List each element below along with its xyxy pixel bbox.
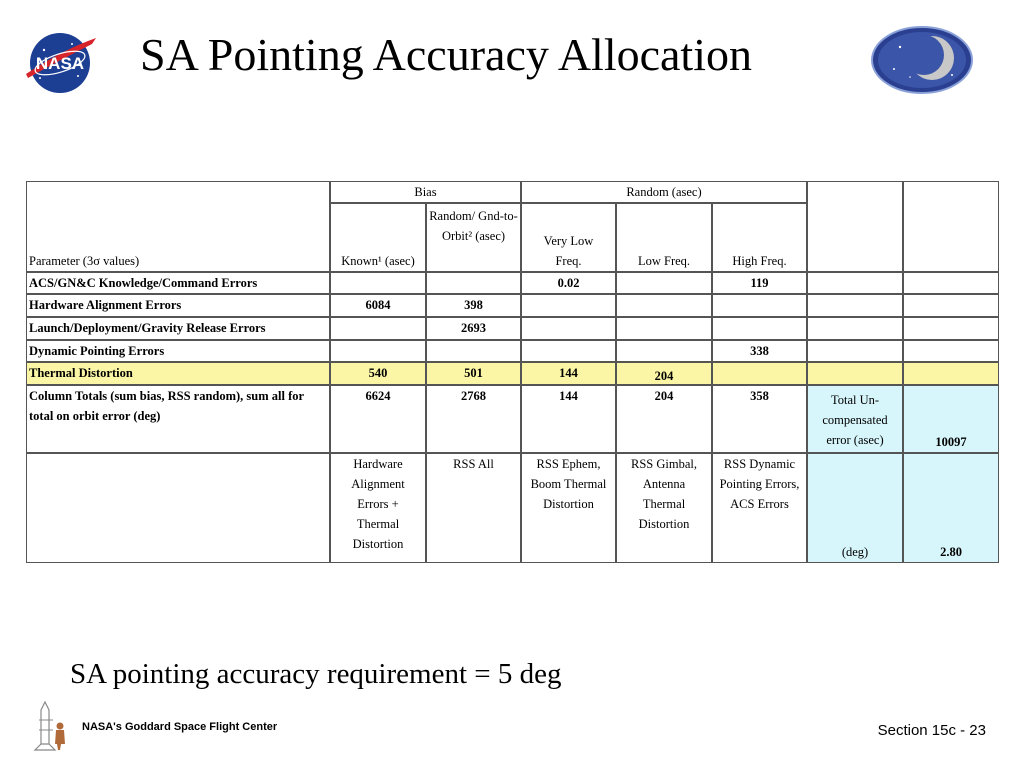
notes-lf: RSS Gimbal, Antenna Thermal Distortion (616, 453, 712, 563)
vlf-header-cell (521, 203, 616, 272)
row-label: Launch/Deployment/Gravity Release Errors (26, 317, 330, 340)
deg-value-cell (903, 453, 999, 563)
row-extra (807, 340, 903, 362)
row-rgo (426, 340, 521, 362)
parameter-header: Parameter (3σ values) (29, 254, 140, 268)
section-page-number: Section 15c - 23 (877, 722, 986, 739)
row-hf (712, 294, 807, 317)
notes-known: Hardware Alignment Errors + Thermal Distortion (330, 453, 426, 563)
row-known: 6084 (330, 294, 426, 317)
known-header-cell (330, 203, 426, 272)
row-label: ACS/GN&C Knowledge/Command Errors (26, 272, 330, 294)
row-hf (712, 317, 807, 340)
nasa-logo (22, 30, 100, 96)
row-extra (903, 294, 999, 317)
footer-center-name: NASA's Goddard Space Flight Center (82, 721, 278, 733)
row-extra (903, 272, 999, 294)
totals-hf: 358 (712, 385, 807, 453)
row-vlf (521, 340, 616, 362)
slide-title: SA Pointing Accuracy Allocation (140, 29, 752, 80)
totals-vlf: 144 (521, 385, 616, 453)
row-label: Dynamic Pointing Errors (26, 340, 330, 362)
bias-header: Bias (330, 181, 521, 203)
row-extra (807, 272, 903, 294)
row-known (330, 340, 426, 362)
row-rgo: 501 (426, 362, 521, 385)
known-header: Known¹ (asec) (341, 254, 415, 268)
row-lf (616, 294, 712, 317)
row-known (330, 272, 426, 294)
row-vlf: 144 (521, 362, 616, 385)
notes-vlf: RSS Ephem, Boom Thermal Distortion (521, 453, 616, 563)
random-header: Random (asec) (521, 181, 807, 203)
vlf-header: Very Low Freq. (543, 234, 594, 268)
row-lf (616, 340, 712, 362)
mission-emblem-logo (870, 25, 975, 95)
row-lf: 204 (616, 362, 712, 385)
row-vlf (521, 294, 616, 317)
row-rgo: 398 (426, 294, 521, 317)
allocation-table (26, 181, 999, 563)
hf-header: High Freq. (732, 254, 787, 268)
lf-header: Low Freq. (637, 254, 691, 268)
row-lf (616, 272, 712, 294)
row-vlf (521, 317, 616, 340)
row-extra (903, 362, 999, 385)
row-label-highlighted: Thermal Distortion (26, 362, 330, 385)
totals-known: 6624 (330, 385, 426, 453)
notes-rgo: RSS All (426, 453, 521, 563)
notes-hf: RSS Dynamic Pointing Errors, ACS Errors (712, 453, 807, 563)
row-extra (903, 340, 999, 362)
hf-header-cell (712, 203, 807, 272)
svg-text:NASA: NASA (35, 54, 85, 73)
uncompensated-value: 10097 (935, 435, 967, 449)
row-lf (616, 317, 712, 340)
row-extra (807, 317, 903, 340)
row-hf: 338 (712, 340, 807, 362)
extra-header-2 (903, 181, 999, 272)
deg-label-cell (807, 453, 903, 563)
extra-header-1 (807, 181, 903, 272)
uncompensated-label: Total Un-compensated error (asec) (807, 385, 903, 453)
row-extra (807, 362, 903, 385)
notes-label-empty (26, 453, 330, 563)
row-rgo (426, 272, 521, 294)
row-label: Hardware Alignment Errors (26, 294, 330, 317)
deg-value: 2.80 (940, 545, 962, 559)
row-extra (807, 294, 903, 317)
lf-header-cell (616, 203, 712, 272)
totals-label: Column Totals (sum bias, RSS random), sum all for total on orbit error (deg) (26, 385, 330, 453)
row-rgo: 2693 (426, 317, 521, 340)
uncompensated-value-cell (903, 385, 999, 453)
deg-label: (deg) (841, 545, 869, 559)
row-vlf: 0.02 (521, 272, 616, 294)
row-hf (712, 362, 807, 385)
row-known: 540 (330, 362, 426, 385)
totals-rgo: 2768 (426, 385, 521, 453)
row-hf: 119 (712, 272, 807, 294)
requirement-text: SA pointing accuracy requirement = 5 deg (70, 658, 562, 690)
rgo-header: Random/ Gnd-to-Orbit² (asec) (426, 203, 521, 272)
astronaut-rocket-icon (25, 700, 75, 752)
parameter-header-cell (26, 181, 330, 272)
totals-lf: 204 (616, 385, 712, 453)
row-known (330, 317, 426, 340)
row-extra (903, 317, 999, 340)
